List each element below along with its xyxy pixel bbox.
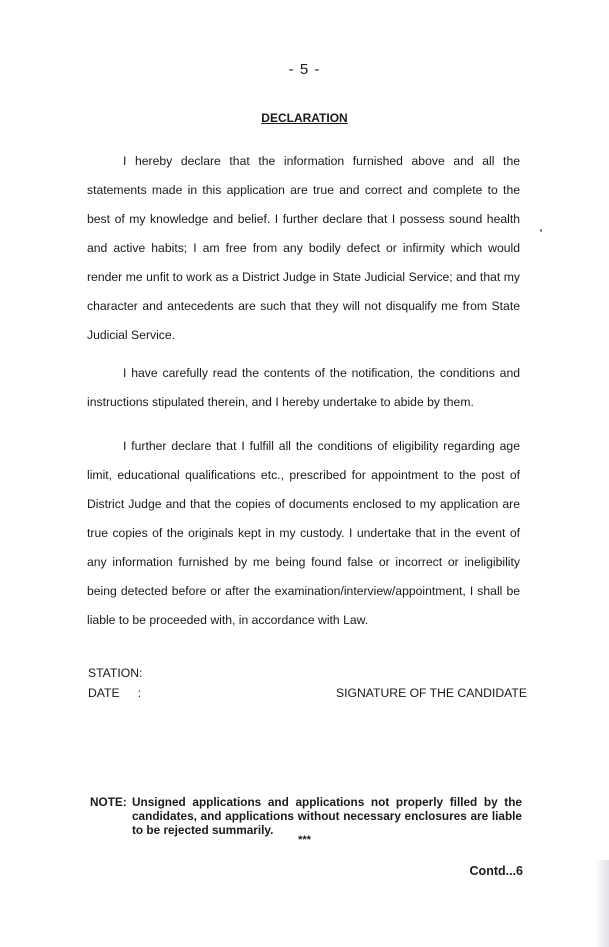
declaration-paragraph-3: I further declare that I fulfill all the conditions of eligibility regarding age limit, educational qualifications etc., prescribed for appointment to the post of District Judge and that the copies of documents enclosed to my application are true copies of the originals kept in my custody. I undertake that in the event of any information furnished by me being found false or incorrect or ineligibility being detected before or after the examination/interview/appointment, I shall be liable to be proceeded with, in accordance with Law. [87, 439, 520, 627]
station-field [88, 666, 142, 680]
date-field [88, 686, 141, 700]
declaration-paragraph-2: I have carefully read the contents of the notification, the conditions and instructions stipulated therein, and I hereby undertake to abide by them. [87, 366, 520, 409]
date-colon: : [137, 686, 141, 700]
page-number: - 5 - [288, 61, 321, 78]
declaration-heading: DECLARATION [261, 111, 348, 125]
declaration-paragraph-1: I hereby declare that the information furnished above and all the statements made in this application are true and correct and complete to the best of my knowledge and belief. I further declare that I possess sound health and active habits; I am free from any bodily defect or infirmity which would render me unfit to work as a District Judge in State Judicial Service; and that my character and antecedents are such that they will not disqualify me from State Judicial Service. [87, 154, 520, 342]
signature-label: SIGNATURE OF THE CANDIDATE [336, 686, 527, 700]
scan-speck [540, 229, 542, 232]
station-label: STATION: [88, 666, 143, 680]
note-label: NOTE: [90, 795, 127, 809]
scan-edge-shade [595, 860, 609, 947]
continuation-marker: Contd...6 [469, 864, 523, 878]
note-block [90, 795, 522, 837]
separator-stars: *** [298, 834, 311, 846]
date-label: DATE [88, 686, 120, 700]
note-text: Unsigned applications and applications not properly filled by the candidates, and applications without necessary enclosures are liable to be rejected summarily. [132, 795, 522, 837]
